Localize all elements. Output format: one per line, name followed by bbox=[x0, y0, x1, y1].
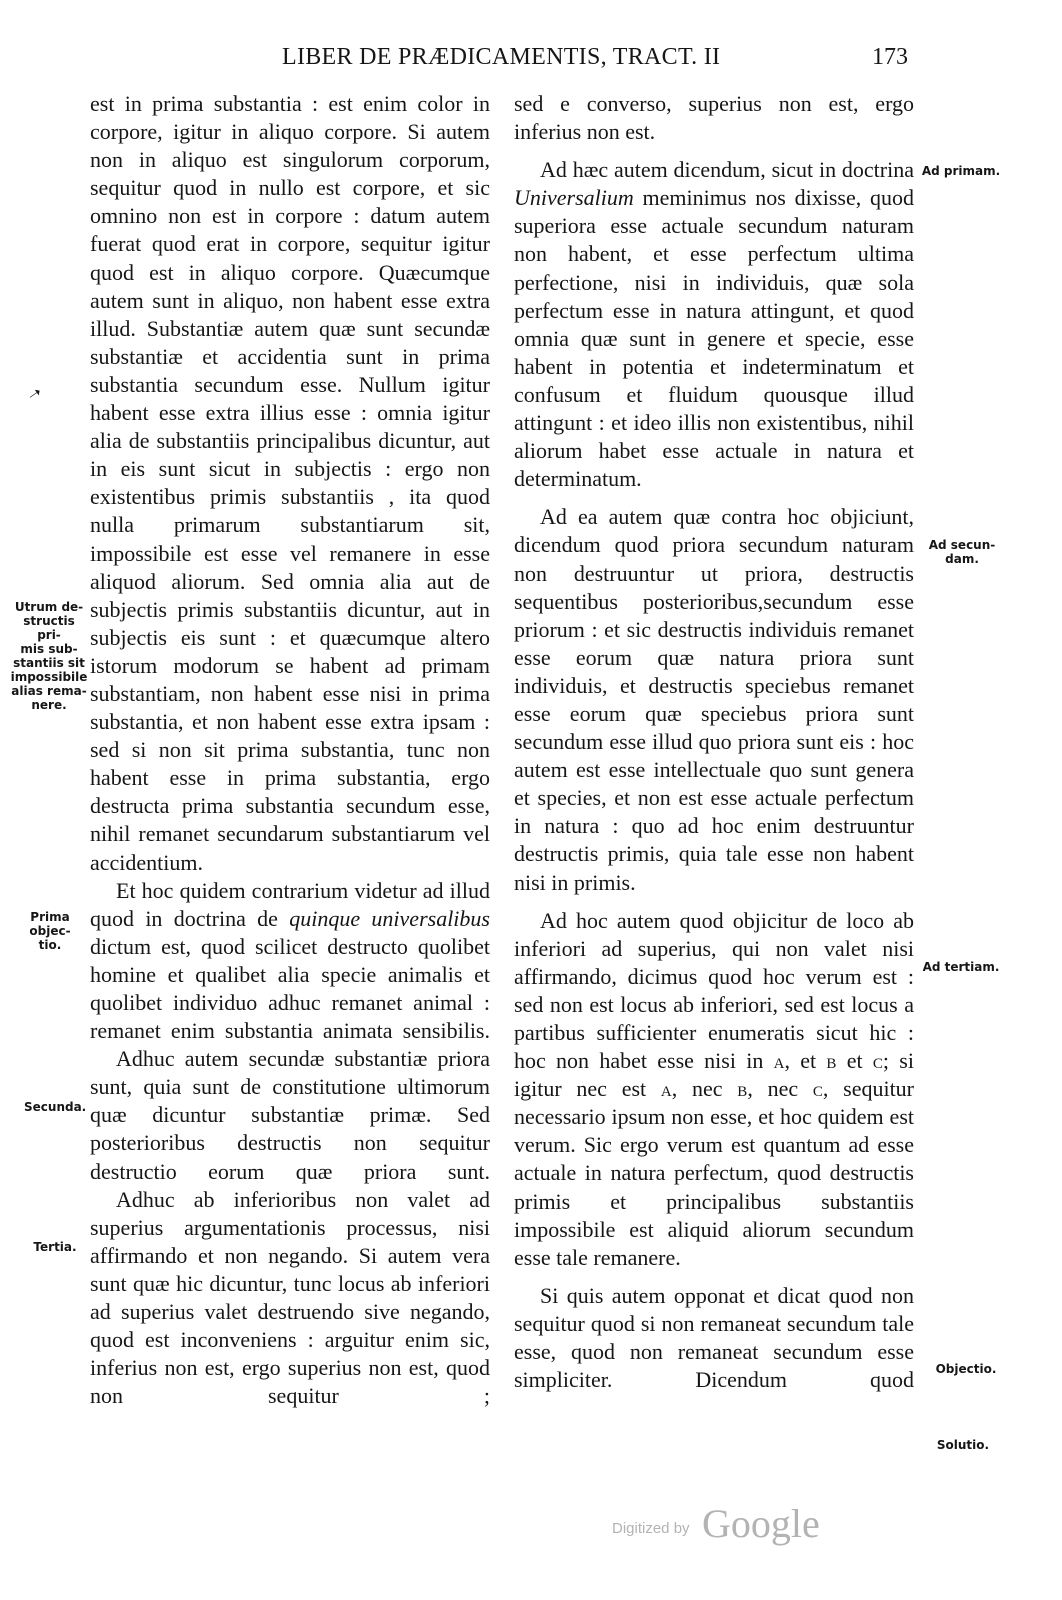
paragraph-text: ; si igitur nec est bbox=[514, 1048, 914, 1102]
paragraph: est in prima substantia : est enim color in corpore, igitur in aliquo corpore. Si autem non in aliquo est singulorum corporum, sequitur quod in nullo est corpore, et sic omnino non est in corpore : datum autem fuerat quod erat in corpore, sequitur igitur quod est in aliquo corpore. Quæcumque autem sunt in aliquo, non habent esse extra illud. Substantiæ autem quæ sunt secundæ substantiæ et accidentia sunt in prima substantia secundum esse. Nullum igitur habent esse extra illius esse : omnia igitur alia de substantiis principalibus dicuntur, aut in eis sunt sicut in subjectis : ergo non existentibus primis substantiis , ita quod nulla primarum substantiarum sit, impossibile est esse vel remanere in esse aliquod aliorum. Sed omnia alia aut de subjectis primis substantiis dicuntur, aut in subjectis eis sunt : et quæcumque altero istorum modorum se habent ad primam substantiam, non habent esse nisi in prima substantia, et non habent esse extra ipsam : sed si non sit prima substantia, tunc non habent esse in prima substantia, ergo destructa prima substantia secundum esse, nihil remanet secundarum substantiarum vel accidentium. bbox=[90, 91, 490, 875]
paragraph: Si quis autem opponat et dicat quod non sequitur quod si non remaneat secundum tale esse, quod non remaneat secundum esse simpliciter. Dicendum quod bbox=[514, 1282, 914, 1393]
margin-note-objectio: Objectio. bbox=[935, 1362, 997, 1376]
paragraph-text: Ad hæc autem dicendum, sicut in doctrina bbox=[540, 157, 914, 183]
italic-title: quinque universalibus bbox=[289, 905, 490, 931]
letter-b: b bbox=[826, 1048, 837, 1074]
margin-note-utrum: Utrum de- structis pri- mis sub- stantiis sit impossibile alias rema- nere. bbox=[10, 600, 88, 712]
letter-c: c bbox=[812, 1076, 823, 1102]
paragraph-text: Ad hoc autem quod objicitur de loco ab inferiori ad superius, qui non valet nisi affirmando, dicimus quod hoc verum est : sed non est locus ab inferiori, sed est locus a partibus sufficienter enumeratis sicut hic : hoc non habet esse nisi in bbox=[514, 907, 914, 1074]
margin-note-secunda: Secunda. bbox=[24, 1100, 87, 1114]
ink-mark: ➝ bbox=[24, 383, 46, 406]
google-logo: Google bbox=[702, 1501, 820, 1546]
paragraph: sed e converso, superius non est, ergo inferius non est. bbox=[514, 91, 914, 145]
letter-a: a bbox=[660, 1076, 672, 1102]
digitized-by-text: Digitized by bbox=[612, 1520, 690, 1537]
left-column bbox=[90, 90, 490, 1410]
running-title: LIBER DE PRÆDICAMENTIS, TRACT. II bbox=[282, 44, 721, 70]
running-header bbox=[0, 44, 1062, 80]
paragraph: Ad ea autem quæ contra hoc objiciunt, dicendum quod priora secundum naturam non destruuntur ut priora, destructis sequentibus posterioribus,secundum esse priorum : et sic destructis individuis remanet esse eorum quæ natura priora sunt individuis, et destructis speciebus remanet esse eorum quæ speciebus priora sunt secundum esse illud quo priora sunt eis : hoc autem est esse intellectuale quo sunt genera et species, et non est esse actuale perfectum in natura : quo ad hoc enim destruuntur destructis primis, quia tale esse non habent nisi in primis. bbox=[514, 504, 914, 895]
right-column bbox=[514, 90, 914, 1404]
paragraph-text: Et hoc quidem contrarium videtur ad illud quod in doctrina de bbox=[90, 877, 490, 931]
paragraph-text: , nec bbox=[747, 1076, 813, 1102]
paragraph: Adhuc autem secundæ substantiæ priora sunt, quia sunt de constitutione ultimorum quæ dicuntur substantiæ primæ. Sed posterioribus destructis non sequitur destructio eorum quæ priora sunt. bbox=[90, 1046, 490, 1184]
paragraph-text: et bbox=[836, 1048, 873, 1074]
paragraph bbox=[514, 907, 914, 1272]
paragraph: Adhuc ab inferioribus non valet ad superius argumentationis processus, nisi affirmando et non negando. Si autem vera sunt quæ hic dicuntur, tunc locus ab inferiori ad superius valet destruendo sive negando, quod est inconveniens : arguitur enim sic, inferius non est, ergo superius non est, quod non sequitur ; bbox=[90, 1186, 490, 1409]
italic-title: Universalium bbox=[514, 185, 634, 211]
paragraph-text: , sequitur necessario ipsum non esse, et hoc quidem est verum. Sic ergo verum est quantum ad esse actuale in natura perfectum, quod destructis primis et principalibus substantiis impossibile est aliquid aliorum secundum esse tale remanere. bbox=[514, 1076, 915, 1270]
paragraph-text: , nec bbox=[671, 1076, 738, 1102]
margin-note-prima-objectio: Prima objec- tio. bbox=[29, 910, 71, 952]
page-number: 173 bbox=[872, 44, 908, 70]
paragraph-text: , et bbox=[784, 1048, 827, 1074]
letter-a: a bbox=[773, 1048, 785, 1074]
margin-note-ad-tertiam: Ad tertiam. bbox=[922, 960, 1000, 974]
digitized-watermark bbox=[612, 1500, 842, 1550]
letter-b: b bbox=[737, 1076, 748, 1102]
margin-note-ad-primam: Ad primam. bbox=[921, 164, 1001, 178]
margin-note-solutio: Solutio. bbox=[936, 1438, 990, 1452]
paragraph bbox=[514, 156, 914, 493]
paragraph-text: dictum est, quod scilicet destructo quolibet homine et qualibet alia specie animalis et quolibet individuo adhuc remanet animal : remanet enim substantia animata sensibilis. bbox=[90, 933, 490, 1044]
letter-c: c bbox=[872, 1048, 883, 1074]
margin-note-ad-secundam: Ad secun- dam. bbox=[928, 538, 996, 566]
paragraph-text: meminimus nos dixisse, quod superiora esse actuale secundum naturam non habent, et esse perfectum ultima perfectione, nisi in individuis, quæ sola perfectum esse in natura attingunt, et quod omnia quæ sunt in genere et specie, esse habent in potentia et indeterminatum et confusum et fluidum quousque illud attingunt : et ideo illis non existentibus, nihil aliorum habet esse actuale in natura et determinatum. bbox=[514, 185, 914, 492]
paragraph bbox=[90, 877, 490, 1046]
margin-note-tertia: Tertia. bbox=[33, 1240, 77, 1254]
